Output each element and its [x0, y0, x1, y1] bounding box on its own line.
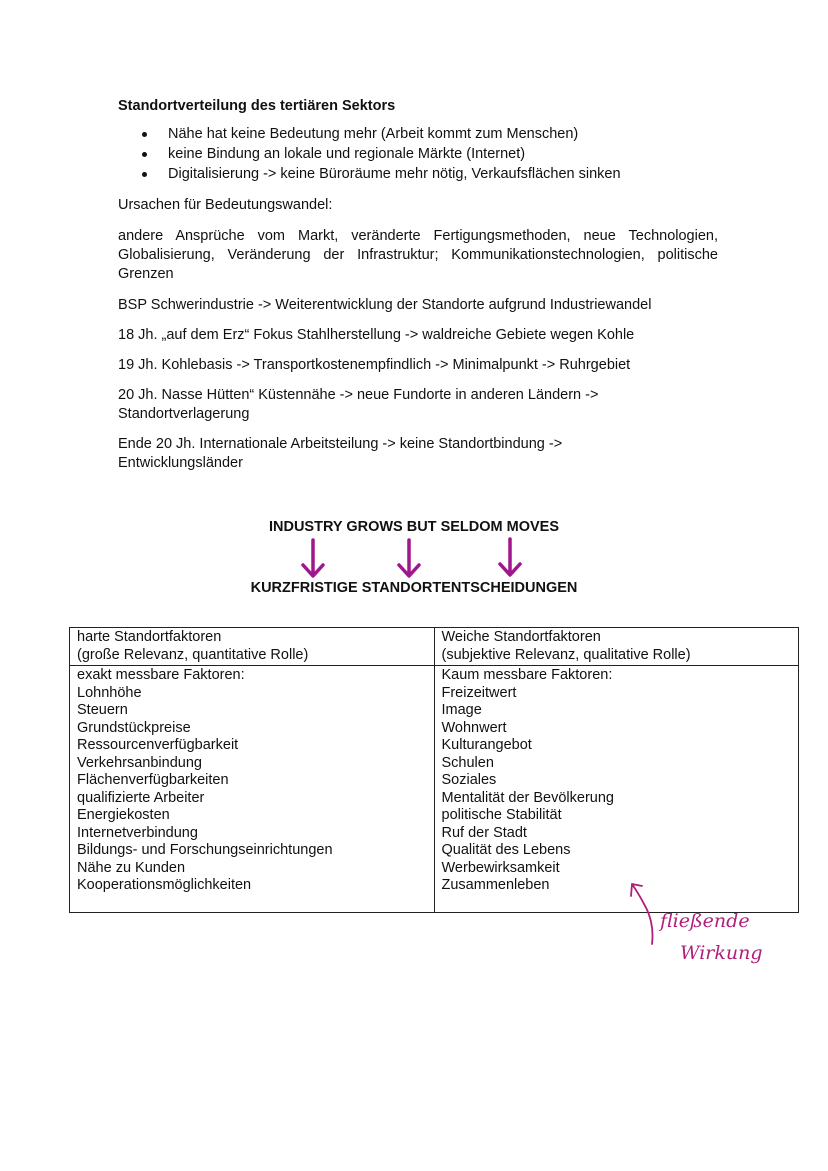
- list-item: Qualität des Lebens: [441, 842, 571, 858]
- paragraph-example: BSP Schwerindustrie -> Weiterentwicklung der Standorte aufgrund Industriewandel: [118, 297, 652, 313]
- paragraph-19jh: 19 Jh. Kohlebasis -> Transportkostenempfindlich -> Minimalpunkt -> Ruhrgebiet: [118, 357, 631, 373]
- list-item: Kooperationsmöglichkeiten: [77, 877, 252, 893]
- handwritten-note-line1: fließende: [660, 910, 750, 932]
- diagram-bottom-title: KURZFRISTIGE STANDORTENTSCHEIDUNGEN: [250, 580, 578, 596]
- list-item: Grundstückpreise: [77, 719, 191, 736]
- paragraph-ende-20jh: Ende 20 Jh. Internationale Arbeitsteilung -> keine Standortbindung -> Entwicklungsländer: [118, 436, 563, 471]
- list-item: politische Stabilität: [441, 807, 562, 823]
- list-item: Lohnhöhe: [77, 684, 142, 701]
- paragraph-causes-label: Ursachen für Bedeutungswandel:: [118, 197, 333, 213]
- text-section: [118, 98, 718, 484]
- down-arrow-icon: [497, 537, 523, 579]
- list-item: Ruf der Stadt: [441, 824, 527, 841]
- list-item: Werbewirksamkeit: [441, 859, 560, 876]
- list-item: Nähe zu Kunden: [77, 859, 186, 876]
- list-item: Flächenverfügbarkeiten: [77, 772, 229, 788]
- handwritten-note-line2: Wirkung: [680, 942, 763, 964]
- paragraph-causes: andere Ansprüche vom Markt, veränderte Fertigungsmethoden, neue Technologien, Globalisierung, Veränderung der Infrastruktur; Kommunikationstechnologien, politische Grenzen: [118, 228, 718, 282]
- list-item: Nähe hat keine Bedeutung mehr (Arbeit kommt zum Menschen): [168, 124, 718, 144]
- list-item: Verkehrsanbindung: [77, 754, 202, 771]
- list-item: Internetverbindung: [77, 824, 198, 841]
- list-item: Ressourcenverfügbarkeit: [77, 737, 239, 753]
- hard-factors-list: [70, 666, 435, 913]
- list-item: Soziales: [441, 772, 497, 788]
- down-arrow-icon: [300, 538, 326, 580]
- soft-factors-header: Weiche Standortfaktoren (subjektive Relevanz, qualitative Rolle): [434, 628, 799, 666]
- factors-table: [69, 627, 799, 913]
- soft-factors-list: [434, 666, 799, 913]
- list-item: qualifizierte Arbeiter: [77, 789, 205, 806]
- list-item: Image: [441, 702, 482, 718]
- hard-factors-header: harte Standortfaktoren (große Relevanz, quantitative Rolle): [70, 628, 435, 666]
- list-item: Wohnwert: [441, 719, 507, 736]
- paragraph-20jh: 20 Jh. Nasse Hütten“ Küstennähe -> neue Fundorte in anderen Ländern -> Standortverlagerung: [118, 387, 599, 422]
- list-item: Kulturangebot: [441, 737, 532, 753]
- down-arrow-icon: [396, 538, 422, 580]
- list-item: Steuern: [77, 702, 128, 718]
- section-heading: Standortverteilung des tertiären Sektors: [118, 98, 396, 114]
- list-item: Digitalisierung -> keine Büroräume mehr nötig, Verkaufsflächen sinken: [168, 164, 718, 184]
- list-item: Mentalität der Bevölkerung: [441, 789, 614, 806]
- bullet-list: [118, 124, 718, 184]
- diagram-top-title: INDUSTRY GROWS BUT SELDOM MOVES: [268, 519, 559, 535]
- list-item: exakt messbare Faktoren:: [77, 667, 245, 683]
- list-item: Zusammenleben: [441, 877, 550, 893]
- table-header-row: [70, 628, 799, 666]
- table-row: [70, 666, 799, 913]
- list-item: Energiekosten: [77, 807, 170, 823]
- paragraph-18jh: 18 Jh. „auf dem Erz“ Fokus Stahlherstellung -> waldreiche Gebiete wegen Kohle: [118, 327, 635, 343]
- list-item: Bildungs- und Forschungseinrichtungen: [77, 842, 333, 858]
- list-item: Freizeitwert: [441, 684, 517, 701]
- list-item: keine Bindung an lokale und regionale Märkte (Internet): [168, 144, 718, 164]
- handwritten-arrow-icon: [622, 876, 662, 948]
- list-item: Kaum messbare Faktoren:: [441, 667, 613, 683]
- list-item: Schulen: [441, 754, 494, 771]
